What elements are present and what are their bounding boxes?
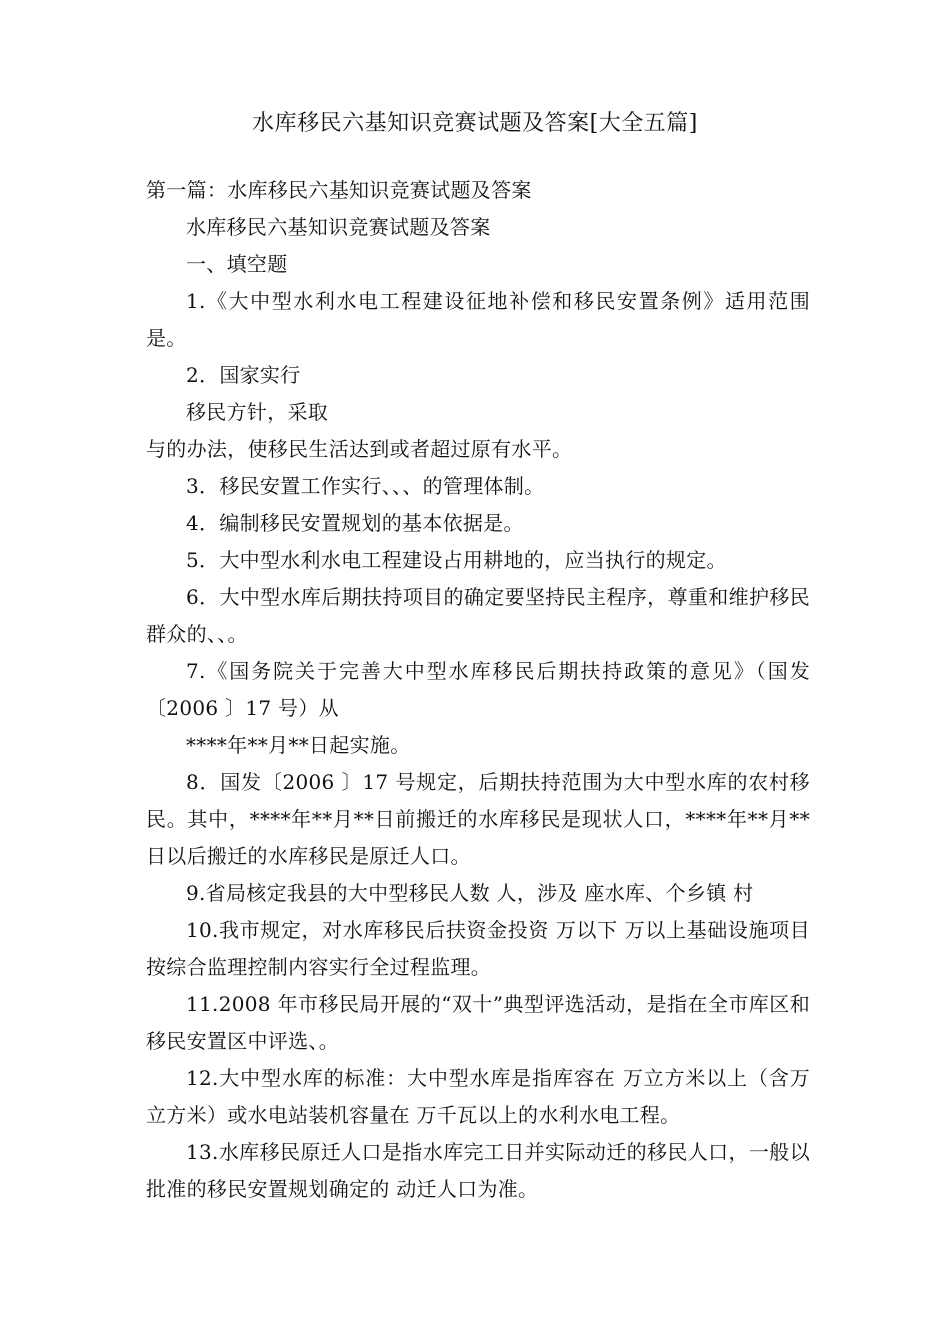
question-2-line-1: 2．国家实行 xyxy=(186,363,301,387)
question-11: 11.2008 年市移民局开展的“双十”典型评选活动，是指在全市库区和移民安置区中评选、。 xyxy=(146,992,810,1053)
question-7-line-2: ****年**月**日起实施。 xyxy=(186,733,411,757)
question-6: 6．大中型水库后期扶持项目的确定要坚持民主程序，尊重和维护移民群众的、、。 xyxy=(146,585,810,646)
question-2-line-2: 移民方针，采取 xyxy=(186,400,329,424)
question-10: 10.我市规定，对水库移民后扶资金投资 万以下 万以上基础设施项目按综合监理控制内容实行全过程监理。 xyxy=(146,918,810,979)
document-body xyxy=(146,172,810,1208)
section-heading: 第一篇：水库移民六基知识竞赛试题及答案 xyxy=(146,178,532,202)
question-9: 9.省局核定我县的大中型移民人数 人，涉及 座水库、个乡镇 村 xyxy=(186,881,754,905)
question-7-line-1: 7.《国务院关于完善大中型水库移民后期扶持政策的意见》（国发〔2006 〕17 号）从 xyxy=(146,659,810,720)
question-13: 13.水库移民原迁人口是指水库完工日并实际动迁的移民人口，一般以批准的移民安置规划确定的 动迁人口为准。 xyxy=(146,1140,810,1201)
part-heading: 一、填空题 xyxy=(186,252,288,276)
subtitle: 水库移民六基知识竞赛试题及答案 xyxy=(186,215,491,239)
question-12: 12.大中型水库的标准：大中型水库是指库容在 万立方米以上（含万立方米）或水电站装机容量在 万千瓦以上的水利水电工程。 xyxy=(146,1066,810,1127)
question-8: 8．国发〔2006 〕17 号规定，后期扶持范围为大中型水库的农村移民。其中，****年**月**日前搬迁的水库移民是现状人口，****年**月**日以后搬迁的水库移民是原迁人口。 xyxy=(146,770,810,868)
question-3: 3．移民安置工作实行、、、的管理体制。 xyxy=(186,474,545,498)
question-1: 1.《大中型水利水电工程建设征地补偿和移民安置条例》适用范围是。 xyxy=(146,289,810,350)
question-2-line-3: 与的办法，使移民生活达到或者超过原有水平。 xyxy=(146,437,573,461)
question-5: 5．大中型水利水电工程建设占用耕地的，应当执行的规定。 xyxy=(186,548,727,572)
document-title: 水库移民六基知识竞赛试题及答案[大全五篇] xyxy=(252,111,698,136)
question-4: 4．编制移民安置规划的基本依据是。 xyxy=(186,511,524,535)
